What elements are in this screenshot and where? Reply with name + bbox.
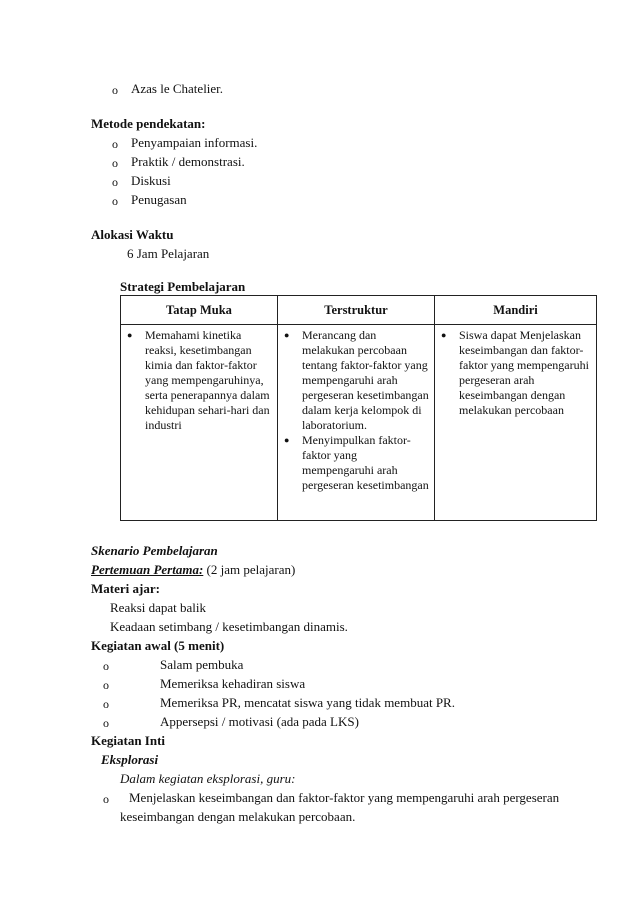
alokasi-value: 6 Jam Pelajaran [127, 246, 210, 261]
strategi-heading: Strategi Pembelajaran [120, 279, 246, 294]
alokasi-heading: Alokasi Waktu [91, 227, 174, 242]
column-header: Tatap Muka [121, 296, 278, 325]
table-header-row [121, 296, 597, 325]
list-item: Keadaan setimbang / kesetimbangan dinamis. [110, 619, 348, 634]
list-item: ● Siswa dapat Menjelaskan keseimbangan dan faktor-faktor yang mempengaruhi pergeseran arah keseimbangan dengan melakukan percobaan [439, 328, 592, 418]
list-item: ● Menyimpulkan faktor-faktor yang mempengaruhi arah pergeseran kesetimbangan [282, 433, 430, 493]
column-header: Mandiri [435, 296, 597, 325]
pertemuan-label: Pertemuan Pertama: [91, 562, 204, 577]
table-row [121, 325, 597, 521]
list-item: Azas le Chatelier. [131, 81, 224, 96]
list-bullet: o [112, 156, 118, 170]
pertemuan-value: (2 jam pelajaran) [206, 562, 296, 577]
list-item-line: Menjelaskan keseimbangan dan faktor-faktor yang mempengaruhi arah pergeseran [129, 790, 560, 805]
list-bullet: o [103, 659, 109, 673]
list-bullet: o [112, 194, 118, 208]
skenario-heading: Skenario Pembelajaran [91, 543, 218, 558]
metode-heading: Metode pendekatan: [91, 116, 206, 131]
list-item: Memeriksa PR, mencatat siswa yang tidak membuat PR. [160, 695, 455, 710]
list-item: Reaksi dapat balik [110, 600, 207, 615]
list-item: Penyampaian informasi. [131, 135, 258, 150]
list-bullet: o [103, 716, 109, 730]
eksplorasi-intro: Dalam kegiatan eksplorasi, guru: [120, 771, 296, 786]
list-item: Appersepsi / motivasi (ada pada LKS) [160, 714, 359, 729]
pertemuan-line [91, 562, 295, 578]
list-item: Diskusi [131, 173, 171, 188]
list-item: Praktik / demonstrasi. [131, 154, 245, 169]
kegiatan-awal-heading: Kegiatan awal (5 menit) [91, 638, 225, 653]
list-item: ● Memahami kinetika reaksi, kesetimbangan kimia dan faktor-faktor yang mempengaruhinya, serta penerapannya dalam kehidupan sehari-hari dan industri [125, 328, 273, 433]
list-bullet: o [112, 175, 118, 189]
column-header: Terstruktur [278, 296, 435, 325]
list-item-line: keseimbangan dengan melakukan percobaan. [120, 809, 356, 824]
list-item: Salam pembuka [160, 657, 244, 672]
eksplorasi-heading: Eksplorasi [101, 752, 159, 767]
list-item: ● Merancang dan melakukan percobaan tentang faktor-faktor yang mempengaruhi arah pergeseran kesetimbangan dalam kerja kelompok di laboratorium. [282, 328, 430, 433]
strategi-table [120, 295, 597, 521]
list-bullet: o [103, 697, 109, 711]
list-item: Penugasan [131, 192, 187, 207]
tatap-muka-cell [121, 325, 278, 521]
list-bullet: o [112, 83, 118, 97]
mandiri-cell [435, 325, 597, 521]
materi-heading: Materi ajar: [91, 581, 160, 596]
kegiatan-inti-heading: Kegiatan Inti [91, 733, 166, 748]
list-bullet: o [103, 678, 109, 692]
list-bullet: o [112, 137, 118, 151]
list-bullet: o [103, 792, 109, 806]
terstruktur-cell [278, 325, 435, 521]
list-item: Memeriksa kehadiran siswa [160, 676, 306, 691]
